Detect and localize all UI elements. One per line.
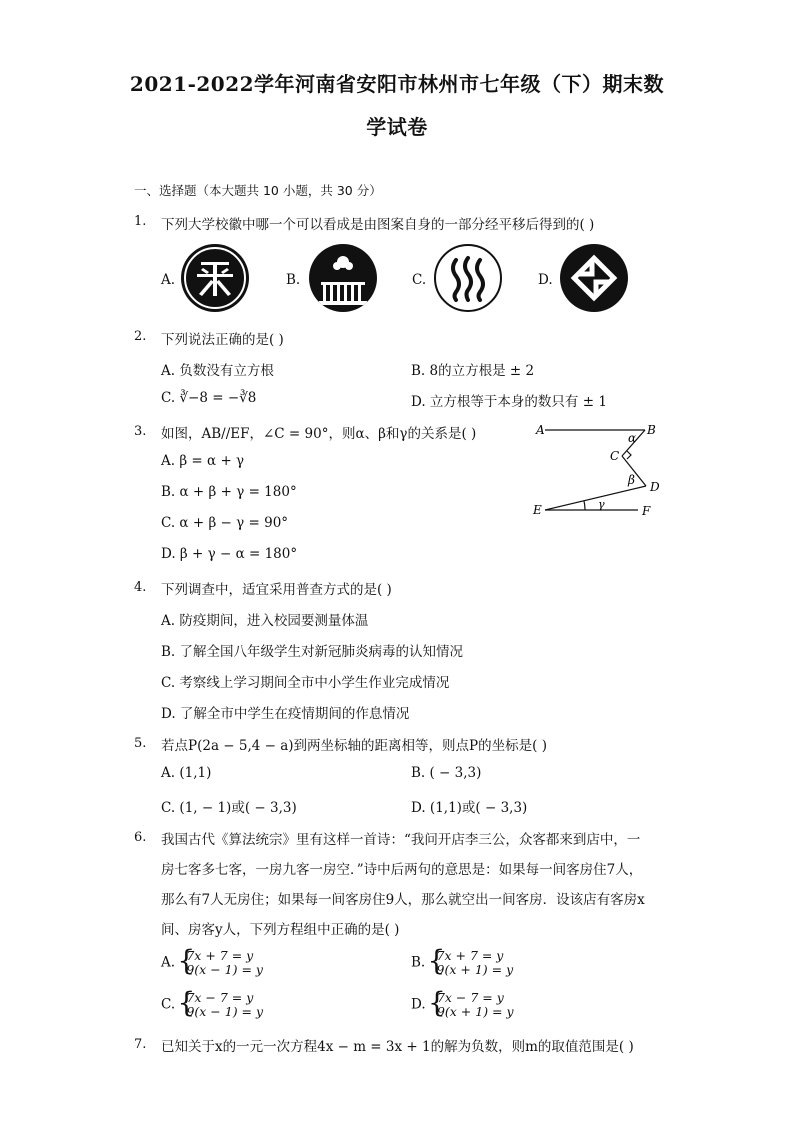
q6-b-eq2: 9(x + 1) = y bbox=[436, 962, 514, 977]
question-5-number: 5. bbox=[134, 736, 147, 751]
q6-option-d bbox=[411, 991, 514, 1019]
q1-option-c-label: C. bbox=[412, 272, 427, 288]
q6-option-a-label: A. bbox=[161, 954, 176, 971]
q6-c-eq1: { 7x − 7 = y bbox=[186, 990, 254, 1005]
q6-a-eq1: { 7x + 7 = y bbox=[186, 948, 254, 963]
q5-option-c: C. (1, − 1)或( − 3,3) bbox=[161, 800, 297, 816]
q6-option-c-system bbox=[179, 991, 263, 1019]
q6-option-d-label: D. bbox=[411, 996, 426, 1013]
q6-c-eq2: 9(x − 1) = y bbox=[186, 1004, 264, 1019]
q1-option-a-label: A. bbox=[161, 272, 176, 288]
question-1-stem: 下列大学校徽中哪一个可以看成是由图案自身的一部分经平移后得到的( ) bbox=[161, 217, 595, 233]
question-6-number: 6. bbox=[134, 830, 147, 845]
question-3-number: 3. bbox=[134, 424, 147, 439]
question-6-stem-line3: 那么有7人无房住；如果每一间客房住9人，那么就空出一间客房．设该店有客房x bbox=[161, 892, 645, 908]
section-heading: 一、选择题（本大题共 10 小题，共 30 分） bbox=[134, 183, 382, 198]
question-5-stem: 若点P(2a − 5,4 − a)到两坐标轴的距离相等，则点P的坐标是( ) bbox=[161, 738, 547, 754]
q3-option-d: D. β + γ − α = 180° bbox=[161, 546, 298, 562]
q2-option-b: B. 8的立方根是 ± 2 bbox=[411, 363, 535, 379]
question-7-stem: 已知关于x的一元一次方程4x − m = 3x + 1的解为负数，则m的取值范围是( ) bbox=[161, 1039, 634, 1055]
emblem-d-icon bbox=[560, 244, 628, 312]
q4-option-b: B. 了解全国八年级学生对新冠肺炎病毒的认知情况 bbox=[161, 644, 464, 660]
q1-option-b-label: B. bbox=[286, 272, 301, 288]
question-2-stem: 下列说法正确的是( ) bbox=[161, 332, 284, 348]
fig-label-A: A bbox=[536, 423, 545, 437]
question-6-stem-line1: 我国古代《算法统宗》里有这样一首诗：“我问开店李三公，众客都来到店中，一 bbox=[161, 832, 641, 848]
question-6-stem-line2: 房七客多七客，一房九客一房空．”诗中后两句的意思是：如果每一间客房住7人， bbox=[161, 862, 643, 878]
q6-option-c bbox=[161, 991, 263, 1019]
q6-option-b-system bbox=[430, 949, 514, 977]
q2-option-d: D. 立方根等于本身的数只有 ± 1 bbox=[411, 394, 607, 410]
fig-label-B: B bbox=[647, 423, 656, 437]
fig-label-C: C bbox=[610, 449, 620, 463]
question-4-number: 4. bbox=[134, 580, 147, 595]
emblem-a-icon bbox=[181, 244, 249, 312]
page-title-line2: 学试卷 bbox=[366, 115, 428, 139]
page-title-line1: 2021-2022学年河南省安阳市林州市七年级（下）期末数 bbox=[129, 72, 665, 96]
q6-option-c-label: C. bbox=[161, 996, 176, 1013]
q6-option-d-system bbox=[430, 991, 514, 1019]
q6-option-b-label: B. bbox=[411, 954, 426, 971]
question-2-number: 2. bbox=[134, 329, 147, 344]
fig-label-gamma: γ bbox=[598, 498, 605, 511]
q6-d-eq2: 9(x + 1) = y bbox=[436, 1004, 514, 1019]
emblem-b-icon bbox=[309, 244, 377, 312]
fig-label-alpha: α bbox=[628, 431, 637, 445]
q5-option-a: A. (1,1) bbox=[161, 765, 212, 781]
fig-label-D: D bbox=[650, 480, 660, 494]
q4-option-a: A. 防疫期间，进入校园要测量体温 bbox=[161, 613, 369, 629]
q5-option-b: B. ( − 3,3) bbox=[411, 765, 482, 781]
question-4-stem: 下列调查中，适宜采用普查方式的是( ) bbox=[161, 582, 392, 598]
q5-option-d: D. (1,1)或( − 3,3) bbox=[411, 800, 528, 816]
fig-label-F: F bbox=[642, 504, 651, 518]
q6-a-eq2: 9(x − 1) = y bbox=[186, 962, 263, 977]
question-3-stem: 如图，AB//EF，∠C = 90°，则α、β和γ的关系是( ) bbox=[161, 426, 477, 442]
q3-option-b: B. α + β + γ = 180° bbox=[161, 484, 297, 500]
q1-option-d-label: D. bbox=[538, 272, 553, 288]
emblem-c-icon bbox=[434, 244, 502, 312]
q2-option-a: A. 负数没有立方根 bbox=[161, 363, 274, 379]
question-7-number: 7. bbox=[134, 1037, 147, 1052]
q6-option-b bbox=[411, 949, 513, 977]
q3-option-c: C. α + β − γ = 90° bbox=[161, 515, 289, 531]
q4-option-d: D. 了解全市中学生在疫情期间的作息情况 bbox=[161, 706, 410, 722]
q4-option-c: C. 考察线上学习期间全市中小学生作业完成情况 bbox=[161, 675, 450, 691]
q6-b-eq1: { 7x + 7 = y bbox=[436, 948, 504, 963]
q6-option-a bbox=[161, 949, 263, 977]
question-6-stem-line4: 间、房客y人，下列方程组中正确的是( ) bbox=[161, 922, 400, 938]
fig-label-beta: β bbox=[628, 473, 635, 487]
q6-option-a-system bbox=[179, 949, 263, 977]
q3-geometry-figure bbox=[530, 418, 680, 528]
q3-option-a: A. β = α + γ bbox=[161, 453, 245, 469]
question-1-number: 1. bbox=[134, 214, 147, 229]
fig-label-E: E bbox=[533, 503, 542, 517]
q2-option-c: C. ∛−8 = −∛8 bbox=[161, 390, 257, 406]
q6-d-eq1: { 7x − 7 = y bbox=[436, 990, 504, 1005]
